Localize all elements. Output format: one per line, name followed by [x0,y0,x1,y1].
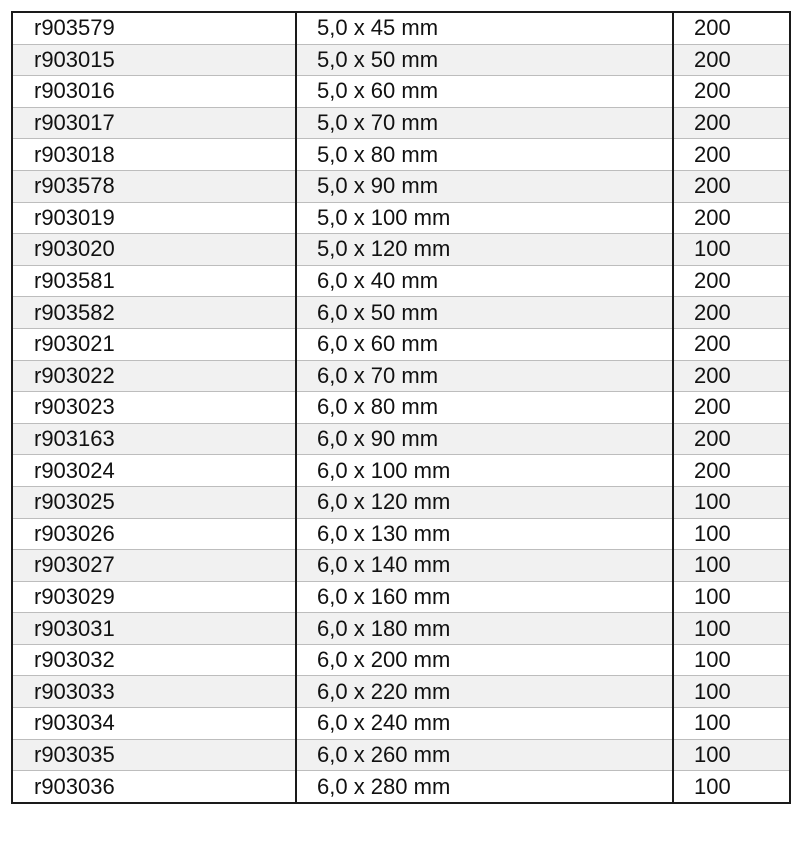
quantity-cell: 200 [673,360,790,392]
quantity-cell: 100 [673,581,790,613]
table-row [12,455,790,487]
table-row [12,360,790,392]
article-number-cell: r903024 [12,455,296,487]
quantity-cell: 200 [673,202,790,234]
quantity-cell: 100 [673,739,790,771]
quantity-cell: 200 [673,455,790,487]
dimension-cell: 6,0 x 60 mm [296,328,673,360]
table-row [12,297,790,329]
quantity-cell: 200 [673,265,790,297]
dimension-cell: 5,0 x 90 mm [296,170,673,202]
quantity-cell: 100 [673,676,790,708]
table-row [12,265,790,297]
article-number-cell: r903029 [12,581,296,613]
table-row [12,644,790,676]
table-row [12,739,790,771]
article-number-cell: r903031 [12,613,296,645]
article-number-cell: r903016 [12,76,296,108]
dimension-cell: 6,0 x 220 mm [296,676,673,708]
dimension-cell: 6,0 x 100 mm [296,455,673,487]
dimension-cell: 6,0 x 240 mm [296,708,673,740]
quantity-cell: 200 [673,328,790,360]
article-number-cell: r903021 [12,328,296,360]
article-number-cell: r903027 [12,550,296,582]
dimension-cell: 6,0 x 90 mm [296,423,673,455]
quantity-cell: 200 [673,76,790,108]
article-number-cell: r903026 [12,518,296,550]
article-number-cell: r903023 [12,392,296,424]
table-row [12,581,790,613]
quantity-cell: 200 [673,423,790,455]
quantity-cell: 200 [673,297,790,329]
article-number-cell: r903578 [12,170,296,202]
dimension-cell: 5,0 x 70 mm [296,107,673,139]
dimension-cell: 6,0 x 180 mm [296,613,673,645]
dimension-cell: 6,0 x 130 mm [296,518,673,550]
dimension-cell: 5,0 x 100 mm [296,202,673,234]
table-row [12,708,790,740]
article-number-cell: r903582 [12,297,296,329]
table-row [12,76,790,108]
article-number-cell: r903025 [12,486,296,518]
dimension-cell: 6,0 x 50 mm [296,297,673,329]
quantity-cell: 100 [673,613,790,645]
dimension-cell: 6,0 x 160 mm [296,581,673,613]
product-table-body [12,12,790,803]
table-row [12,170,790,202]
quantity-cell: 200 [673,107,790,139]
table-row [12,139,790,171]
table-row [12,423,790,455]
dimension-cell: 5,0 x 45 mm [296,12,673,44]
dimension-cell: 6,0 x 120 mm [296,486,673,518]
dimension-cell: 6,0 x 200 mm [296,644,673,676]
dimension-cell: 5,0 x 50 mm [296,44,673,76]
article-number-cell: r903036 [12,771,296,803]
table-row [12,12,790,44]
table-row [12,550,790,582]
article-number-cell: r903581 [12,265,296,297]
table-row [12,486,790,518]
quantity-cell: 100 [673,518,790,550]
quantity-cell: 100 [673,644,790,676]
quantity-cell: 200 [673,139,790,171]
dimension-cell: 5,0 x 80 mm [296,139,673,171]
dimension-cell: 5,0 x 120 mm [296,234,673,266]
quantity-cell: 200 [673,170,790,202]
article-number-cell: r903163 [12,423,296,455]
table-row [12,44,790,76]
table-row [12,613,790,645]
dimension-cell: 6,0 x 260 mm [296,739,673,771]
quantity-cell: 100 [673,708,790,740]
article-number-cell: r903015 [12,44,296,76]
table-row [12,202,790,234]
article-number-cell: r903020 [12,234,296,266]
article-number-cell: r903019 [12,202,296,234]
dimension-cell: 6,0 x 80 mm [296,392,673,424]
table-row [12,518,790,550]
article-number-cell: r903017 [12,107,296,139]
article-number-cell: r903032 [12,644,296,676]
quantity-cell: 100 [673,234,790,266]
quantity-cell: 200 [673,44,790,76]
table-row [12,107,790,139]
dimension-cell: 6,0 x 70 mm [296,360,673,392]
dimension-cell: 5,0 x 60 mm [296,76,673,108]
quantity-cell: 200 [673,12,790,44]
quantity-cell: 100 [673,771,790,803]
product-table [11,11,791,804]
dimension-cell: 6,0 x 140 mm [296,550,673,582]
table-row [12,392,790,424]
dimension-cell: 6,0 x 40 mm [296,265,673,297]
quantity-cell: 100 [673,486,790,518]
table-row [12,328,790,360]
article-number-cell: r903579 [12,12,296,44]
article-number-cell: r903018 [12,139,296,171]
article-number-cell: r903035 [12,739,296,771]
article-number-cell: r903022 [12,360,296,392]
quantity-cell: 200 [673,392,790,424]
dimension-cell: 6,0 x 280 mm [296,771,673,803]
quantity-cell: 100 [673,550,790,582]
table-row [12,771,790,803]
article-number-cell: r903033 [12,676,296,708]
table-row [12,676,790,708]
article-number-cell: r903034 [12,708,296,740]
table-row [12,234,790,266]
